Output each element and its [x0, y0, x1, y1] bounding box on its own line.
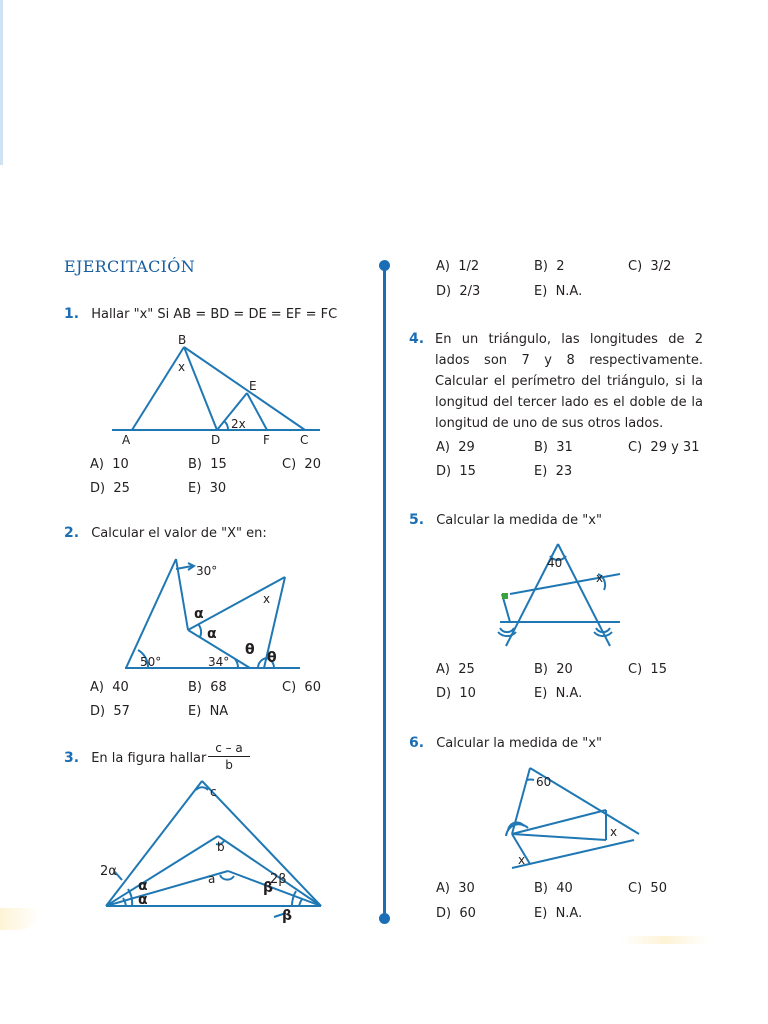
option-d[interactable]: D) 57: [90, 704, 130, 719]
figure-q1: [110, 330, 325, 448]
label-e: E: [249, 379, 257, 393]
arc-c: [196, 787, 208, 790]
segment-ab: [132, 347, 184, 430]
label-34: 34°: [208, 655, 230, 669]
label-x-2: x: [518, 853, 526, 867]
figure-q2: [120, 552, 310, 674]
arc-alpha-1: [128, 889, 132, 906]
option-e[interactable]: E) N.A.: [534, 686, 583, 701]
label-alpha-1: α: [138, 878, 148, 894]
question-text: En la figura hallar: [91, 751, 207, 766]
label-60: 60: [536, 775, 552, 789]
option-e[interactable]: E) 30: [188, 481, 227, 496]
angle-arc-2x: [224, 421, 228, 430]
option-c[interactable]: C) 3/2: [628, 259, 672, 274]
label-50: 50°: [140, 655, 162, 669]
option-e[interactable]: E) 23: [534, 464, 573, 479]
fraction-numerator: c – a: [208, 741, 250, 757]
left-side: [106, 781, 202, 906]
decorative-swash-right: [620, 936, 710, 944]
label-40: 40: [547, 556, 563, 570]
right-side: [558, 544, 610, 646]
column-divider: [383, 266, 386, 918]
label-theta-1: θ: [245, 642, 255, 658]
option-c[interactable]: C) 50: [628, 881, 667, 896]
label-d: D: [211, 433, 221, 447]
option-e[interactable]: E) N.A.: [534, 906, 583, 921]
option-e[interactable]: E) N.A.: [534, 284, 583, 299]
question-number: 3.: [64, 750, 80, 766]
arc-beta-2: [299, 899, 302, 906]
label-alpha-2: α: [207, 626, 217, 642]
option-c[interactable]: C) 15: [628, 662, 667, 677]
option-a[interactable]: A) 30: [436, 881, 475, 896]
question-6: [409, 733, 703, 754]
upper-side: [188, 577, 285, 630]
fraction: [208, 741, 250, 773]
option-c[interactable]: C) 20: [282, 457, 321, 472]
label-b: B: [178, 333, 187, 347]
question-text: En un triángulo, las longitudes de 2 lados son 7 y 8 respectivamente. Calcular el perímetro del triángulo, si la longitud del tercer lado es el doble de la longitud de uno de sus otros lados.: [435, 332, 703, 431]
label-c: c: [210, 785, 217, 799]
arc-60: [527, 779, 534, 780]
label-a: a: [208, 872, 216, 886]
fraction-denominator: b: [225, 758, 233, 772]
question-number: 1.: [64, 306, 80, 322]
option-b[interactable]: B) 40: [534, 881, 573, 896]
label-b: b: [217, 840, 225, 854]
option-a[interactable]: A) 10: [90, 457, 129, 472]
question-1: [64, 304, 374, 325]
question-text: Calcular la medida de "x": [436, 736, 602, 751]
question-number: 2.: [64, 525, 80, 541]
arc-left-1: [500, 628, 514, 632]
question-text: Calcular el valor de "X" en:: [91, 526, 267, 541]
question-number: 4.: [409, 331, 425, 347]
option-d[interactable]: D) 10: [436, 686, 476, 701]
arc-beta-1: [292, 891, 296, 906]
page-edge-accent: [0, 0, 3, 165]
label-alpha-2: α: [138, 892, 148, 908]
label-beta-1: β: [263, 880, 274, 896]
label-2alpha: 2α: [100, 864, 117, 879]
option-b[interactable]: B) 31: [534, 440, 573, 455]
label-c: C: [300, 433, 309, 447]
option-b[interactable]: B) 20: [534, 662, 573, 677]
label-x: x: [263, 592, 271, 606]
label-x: x: [596, 571, 604, 585]
arc-a: [220, 875, 234, 880]
label-beta-2: β: [282, 908, 293, 924]
figure-q3: [96, 776, 336, 926]
inner-bottom: [512, 834, 606, 840]
section-heading: EJERCITACIÓN: [64, 257, 196, 276]
option-a[interactable]: A) 25: [436, 662, 475, 677]
label-x-1: x: [610, 825, 618, 839]
option-c[interactable]: C) 29 y 31: [628, 440, 700, 455]
label-2x: 2x: [231, 417, 246, 431]
cevian-b1: [106, 836, 218, 906]
option-a[interactable]: A) 1/2: [436, 259, 480, 274]
question-4: [409, 329, 703, 434]
decorative-swash-left: [0, 908, 40, 930]
label-a: A: [122, 433, 131, 447]
question-5: [409, 510, 703, 531]
label-30: 30°: [196, 564, 218, 578]
arc-right-1: [596, 628, 610, 632]
question-text: Hallar "x" Si AB = BD = DE = EF = FC: [91, 307, 338, 322]
option-e[interactable]: E) NA: [188, 704, 229, 719]
option-b[interactable]: B) 2: [534, 259, 565, 274]
figure-q6: [494, 764, 646, 874]
option-b[interactable]: B) 15: [188, 457, 227, 472]
label-alpha-1: α: [194, 606, 204, 622]
label-f: F: [263, 433, 270, 447]
label-theta-2: θ: [267, 650, 277, 666]
option-d[interactable]: D) 60: [436, 906, 476, 921]
option-a[interactable]: A) 29: [436, 440, 475, 455]
left-side: [126, 559, 176, 668]
arc-alpha: [198, 624, 201, 637]
question-number: 6.: [409, 735, 425, 751]
divider-dot-bottom: [379, 913, 390, 924]
option-c[interactable]: C) 60: [282, 680, 321, 695]
option-b[interactable]: B) 68: [188, 680, 227, 695]
question-text: Calcular la medida de "x": [436, 513, 602, 528]
question-number: 5.: [409, 512, 425, 528]
right-angle-marker: [502, 593, 508, 599]
label-x: x: [178, 360, 186, 374]
figure-q5: [492, 538, 628, 653]
option-a[interactable]: A) 40: [90, 680, 129, 695]
segment-ef: [247, 393, 267, 430]
option-d[interactable]: D) 2/3: [436, 284, 481, 299]
transversal-1: [510, 574, 620, 594]
inner-top: [512, 810, 606, 834]
option-d[interactable]: D) 25: [90, 481, 130, 496]
divider-dot-top: [379, 260, 390, 271]
question-2: [64, 523, 374, 544]
option-d[interactable]: D) 15: [436, 464, 476, 479]
label-2beta: 2β: [270, 872, 287, 887]
